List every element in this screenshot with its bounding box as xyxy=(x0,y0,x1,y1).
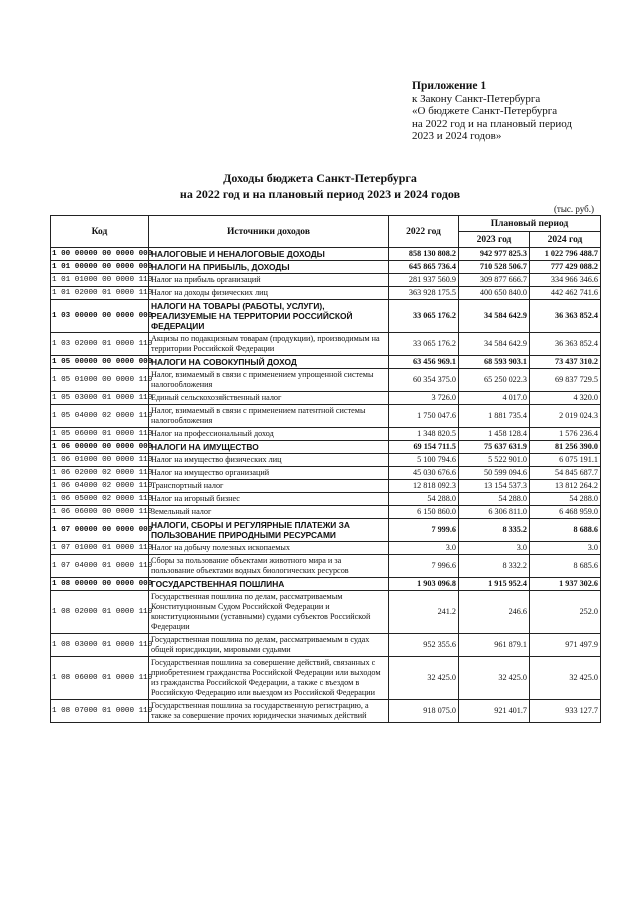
cell-source: Государственная пошлина за государственную регистрацию, а также за совершение прочих юридически значимых действий xyxy=(149,700,389,723)
cell-2023: 710 528 506.7 xyxy=(459,261,530,274)
cell-2023: 400 650 840.0 xyxy=(459,287,530,300)
revenue-table xyxy=(50,215,601,723)
title-line-1: Доходы бюджета Санкт-Петербурга xyxy=(223,171,417,185)
cell-source: Земельный налог xyxy=(149,506,389,519)
cell-2024: 252.0 xyxy=(530,591,601,634)
table-row xyxy=(51,287,601,300)
cell-2024: 442 462 741.6 xyxy=(530,287,601,300)
table-row xyxy=(51,519,601,542)
cell-source: Налог на имущество физических лиц xyxy=(149,454,389,467)
cell-source: НАЛОГИ, СБОРЫ И РЕГУЛЯРНЫЕ ПЛАТЕЖИ ЗА ПОЛЬЗОВАНИЕ ПРИРОДНЫМИ РЕСУРСАМИ xyxy=(149,519,389,542)
cell-2023: 1 915 952.4 xyxy=(459,578,530,591)
cell-2023: 65 250 022.3 xyxy=(459,369,530,392)
cell-2024: 54 288.0 xyxy=(530,493,601,506)
cell-2022: 1 903 096.8 xyxy=(389,578,459,591)
cell-2022: 3.0 xyxy=(389,542,459,555)
cell-2023: 34 584 642.9 xyxy=(459,333,530,356)
cell-source: ГОСУДАРСТВЕННАЯ ПОШЛИНА xyxy=(149,578,389,591)
cell-code: 1 06 02000 02 0000 110 xyxy=(51,467,149,480)
cell-2024: 6 468 959.0 xyxy=(530,506,601,519)
cell-code: 1 08 07000 01 0000 110 xyxy=(51,700,149,723)
cell-code: 1 00 00000 00 0000 000 xyxy=(51,248,149,261)
cell-source: Акцизы по подакцизным товарам (продукции), производимым на территории Российской Федерации xyxy=(149,333,389,356)
cell-source: Налог на прибыль организаций xyxy=(149,274,389,287)
cell-2024: 4 320.0 xyxy=(530,392,601,405)
cell-2023: 1 881 735.4 xyxy=(459,405,530,428)
document-title xyxy=(0,170,640,202)
cell-2023: 921 401.7 xyxy=(459,700,530,723)
cell-2022: 1 750 047.6 xyxy=(389,405,459,428)
appendix-line: к Закону Санкт-Петербурга xyxy=(412,92,541,105)
cell-code: 1 06 00000 00 0000 000 xyxy=(51,441,149,454)
cell-source: Налог на доходы физических лиц xyxy=(149,287,389,300)
cell-2022: 69 154 711.5 xyxy=(389,441,459,454)
cell-code: 1 05 04000 02 0000 110 xyxy=(51,405,149,428)
cell-2022: 7 999.6 xyxy=(389,519,459,542)
cell-2023: 5 522 901.0 xyxy=(459,454,530,467)
cell-code: 1 07 00000 00 0000 000 xyxy=(51,519,149,542)
cell-2022: 45 030 676.6 xyxy=(389,467,459,480)
cell-2022: 33 065 176.2 xyxy=(389,333,459,356)
cell-source: НАЛОГОВЫЕ И НЕНАЛОГОВЫЕ ДОХОДЫ xyxy=(149,248,389,261)
cell-2024: 3.0 xyxy=(530,542,601,555)
cell-source: НАЛОГИ НА ТОВАРЫ (РАБОТЫ, УСЛУГИ), РЕАЛИЗУЕМЫЕ НА ТЕРРИТОРИИ РОССИЙСКОЙ ФЕДЕРАЦИИ xyxy=(149,300,389,333)
cell-source: Государственная пошлина по делам, рассматриваемым Конституционным Судом Российской Федерации и конституционными (уставными) судами субъектов Российской Федерации xyxy=(149,591,389,634)
cell-2024: 971 497.9 xyxy=(530,634,601,657)
cell-code: 1 03 02000 01 0000 110 xyxy=(51,333,149,356)
cell-2023: 6 306 811.0 xyxy=(459,506,530,519)
header-2024: 2024 год xyxy=(530,232,601,248)
table-row xyxy=(51,480,601,493)
cell-2024: 1 576 236.4 xyxy=(530,428,601,441)
cell-2022: 12 818 092.3 xyxy=(389,480,459,493)
cell-source: Государственная пошлина по делам, рассматриваемым в судах общей юрисдикции, мировыми судьями xyxy=(149,634,389,657)
table-row xyxy=(51,300,601,333)
cell-code: 1 05 01000 00 0000 110 xyxy=(51,369,149,392)
cell-2023: 4 017.0 xyxy=(459,392,530,405)
table-row xyxy=(51,634,601,657)
cell-2022: 645 865 736.4 xyxy=(389,261,459,274)
cell-2022: 3 726.0 xyxy=(389,392,459,405)
appendix-line: «О бюджете Санкт-Петербурга xyxy=(412,105,558,117)
cell-code: 1 01 01000 00 0000 110 xyxy=(51,274,149,287)
cell-source: Налог, взимаемый в связи с применением упрощенной системы налогообложения xyxy=(149,369,389,392)
cell-2022: 1 348 820.5 xyxy=(389,428,459,441)
cell-code: 1 07 01000 01 0000 110 xyxy=(51,542,149,555)
cell-2024: 13 812 264.2 xyxy=(530,480,601,493)
table-row xyxy=(51,405,601,428)
cell-2024: 36 363 852.4 xyxy=(530,333,601,356)
cell-source: Налог на профессиональный доход xyxy=(149,428,389,441)
table-row xyxy=(51,467,601,480)
cell-source: Налог, взимаемый в связи с применением патентной системы налогообложения xyxy=(149,405,389,428)
cell-2022: 858 130 808.2 xyxy=(389,248,459,261)
cell-2024: 8 685.6 xyxy=(530,555,601,578)
cell-2022: 952 355.6 xyxy=(389,634,459,657)
cell-2023: 3.0 xyxy=(459,542,530,555)
cell-code: 1 06 06000 00 0000 110 xyxy=(51,506,149,519)
table-row xyxy=(51,506,601,519)
cell-2024: 73 437 310.2 xyxy=(530,356,601,369)
table-row xyxy=(51,248,601,261)
cell-2024: 8 688.6 xyxy=(530,519,601,542)
header-plan-period: Плановый период xyxy=(459,216,601,232)
cell-code: 1 06 05000 02 0000 110 xyxy=(51,493,149,506)
table-row xyxy=(51,274,601,287)
cell-code: 1 08 06000 01 0000 110 xyxy=(51,657,149,700)
cell-2023: 309 877 666.7 xyxy=(459,274,530,287)
cell-2023: 1 458 128.4 xyxy=(459,428,530,441)
cell-2022: 918 075.0 xyxy=(389,700,459,723)
table-row xyxy=(51,555,601,578)
cell-code: 1 01 02000 01 0000 110 xyxy=(51,287,149,300)
cell-2023: 54 288.0 xyxy=(459,493,530,506)
cell-2023: 50 599 094.6 xyxy=(459,467,530,480)
cell-2022: 281 937 560.9 xyxy=(389,274,459,287)
cell-source: Налог на имущество организаций xyxy=(149,467,389,480)
table-row xyxy=(51,428,601,441)
cell-source: Налог на добычу полезных ископаемых xyxy=(149,542,389,555)
cell-2024: 32 425.0 xyxy=(530,657,601,700)
appendix-block xyxy=(412,80,572,143)
cell-2024: 1 022 796 488.7 xyxy=(530,248,601,261)
table-row xyxy=(51,369,601,392)
cell-2023: 68 593 903.1 xyxy=(459,356,530,369)
cell-2024: 36 363 852.4 xyxy=(530,300,601,333)
cell-2024: 1 937 302.6 xyxy=(530,578,601,591)
cell-2024: 933 127.7 xyxy=(530,700,601,723)
table-row xyxy=(51,493,601,506)
table-body xyxy=(51,248,601,723)
cell-2023: 13 154 537.3 xyxy=(459,480,530,493)
cell-2024: 6 075 191.1 xyxy=(530,454,601,467)
header-2022: 2022 год xyxy=(389,216,459,248)
cell-2022: 6 150 860.0 xyxy=(389,506,459,519)
cell-code: 1 05 03000 01 0000 110 xyxy=(51,392,149,405)
cell-2023: 32 425.0 xyxy=(459,657,530,700)
appendix-title: Приложение 1 xyxy=(412,80,487,92)
cell-2023: 942 977 825.3 xyxy=(459,248,530,261)
cell-2022: 54 288.0 xyxy=(389,493,459,506)
cell-code: 1 08 00000 00 0000 000 xyxy=(51,578,149,591)
cell-2024: 69 837 729.5 xyxy=(530,369,601,392)
cell-source: Сборы за пользование объектами животного мира и за пользование объектами водных биологических ресурсов xyxy=(149,555,389,578)
cell-2024: 81 256 390.0 xyxy=(530,441,601,454)
appendix-line: 2023 и 2024 годов» xyxy=(412,130,502,142)
cell-2022: 241.2 xyxy=(389,591,459,634)
cell-2024: 334 966 346.6 xyxy=(530,274,601,287)
cell-2024: 54 845 687.7 xyxy=(530,467,601,480)
cell-2022: 363 928 175.5 xyxy=(389,287,459,300)
cell-code: 1 03 00000 00 0000 000 xyxy=(51,300,149,333)
table-row xyxy=(51,454,601,467)
cell-2023: 961 879.1 xyxy=(459,634,530,657)
header-2023: 2023 год xyxy=(459,232,530,248)
cell-source: Налог на игорный бизнес xyxy=(149,493,389,506)
table-row xyxy=(51,441,601,454)
cell-2023: 8 335.2 xyxy=(459,519,530,542)
title-line-2: на 2022 год и на плановый период 2023 и 2024 годов xyxy=(179,187,461,201)
cell-code: 1 05 00000 00 0000 000 xyxy=(51,356,149,369)
cell-code: 1 08 02000 01 0000 110 xyxy=(51,591,149,634)
table-row xyxy=(51,356,601,369)
table-header xyxy=(51,216,601,248)
cell-2023: 34 584 642.9 xyxy=(459,300,530,333)
cell-2022: 63 456 969.1 xyxy=(389,356,459,369)
cell-2024: 777 429 088.2 xyxy=(530,261,601,274)
cell-source: Транспортный налог xyxy=(149,480,389,493)
cell-2022: 60 354 375.0 xyxy=(389,369,459,392)
cell-source: НАЛОГИ НА СОВОКУПНЫЙ ДОХОД xyxy=(149,356,389,369)
cell-code: 1 06 01000 00 0000 110 xyxy=(51,454,149,467)
cell-2022: 33 065 176.2 xyxy=(389,300,459,333)
cell-2023: 75 637 631.9 xyxy=(459,441,530,454)
table-row xyxy=(51,578,601,591)
table-row xyxy=(51,591,601,634)
cell-code: 1 08 03000 01 0000 110 xyxy=(51,634,149,657)
cell-2022: 7 996.6 xyxy=(389,555,459,578)
cell-2024: 2 019 024.3 xyxy=(530,405,601,428)
table-row xyxy=(51,657,601,700)
cell-source: Единый сельскохозяйственный налог xyxy=(149,392,389,405)
cell-code: 1 01 00000 00 0000 000 xyxy=(51,261,149,274)
header-source: Источники доходов xyxy=(149,216,389,248)
units-label: (тыс. руб.) xyxy=(553,204,594,214)
cell-2022: 5 100 794.6 xyxy=(389,454,459,467)
header-code: Код xyxy=(51,216,149,248)
cell-code: 1 06 04000 02 0000 110 xyxy=(51,480,149,493)
appendix-line: на 2022 год и на плановый период xyxy=(412,117,572,130)
cell-source: НАЛОГИ НА ИМУЩЕСТВО xyxy=(149,441,389,454)
cell-source: Государственная пошлина за совершение действий, связанных с приобретением гражданства Российской Федерации или выходом из гражданства Российской Федерации, а также с въездом в Российскую Федерацию или выездом из Российской Федерации xyxy=(149,657,389,700)
cell-source: НАЛОГИ НА ПРИБЫЛЬ, ДОХОДЫ xyxy=(149,261,389,274)
cell-code: 1 07 04000 01 0000 110 xyxy=(51,555,149,578)
cell-2023: 8 332.2 xyxy=(459,555,530,578)
table-row xyxy=(51,700,601,723)
cell-code: 1 05 06000 01 0000 110 xyxy=(51,428,149,441)
table-row xyxy=(51,542,601,555)
table-row xyxy=(51,261,601,274)
cell-2022: 32 425.0 xyxy=(389,657,459,700)
table-row xyxy=(51,392,601,405)
cell-2023: 246.6 xyxy=(459,591,530,634)
table-row xyxy=(51,333,601,356)
